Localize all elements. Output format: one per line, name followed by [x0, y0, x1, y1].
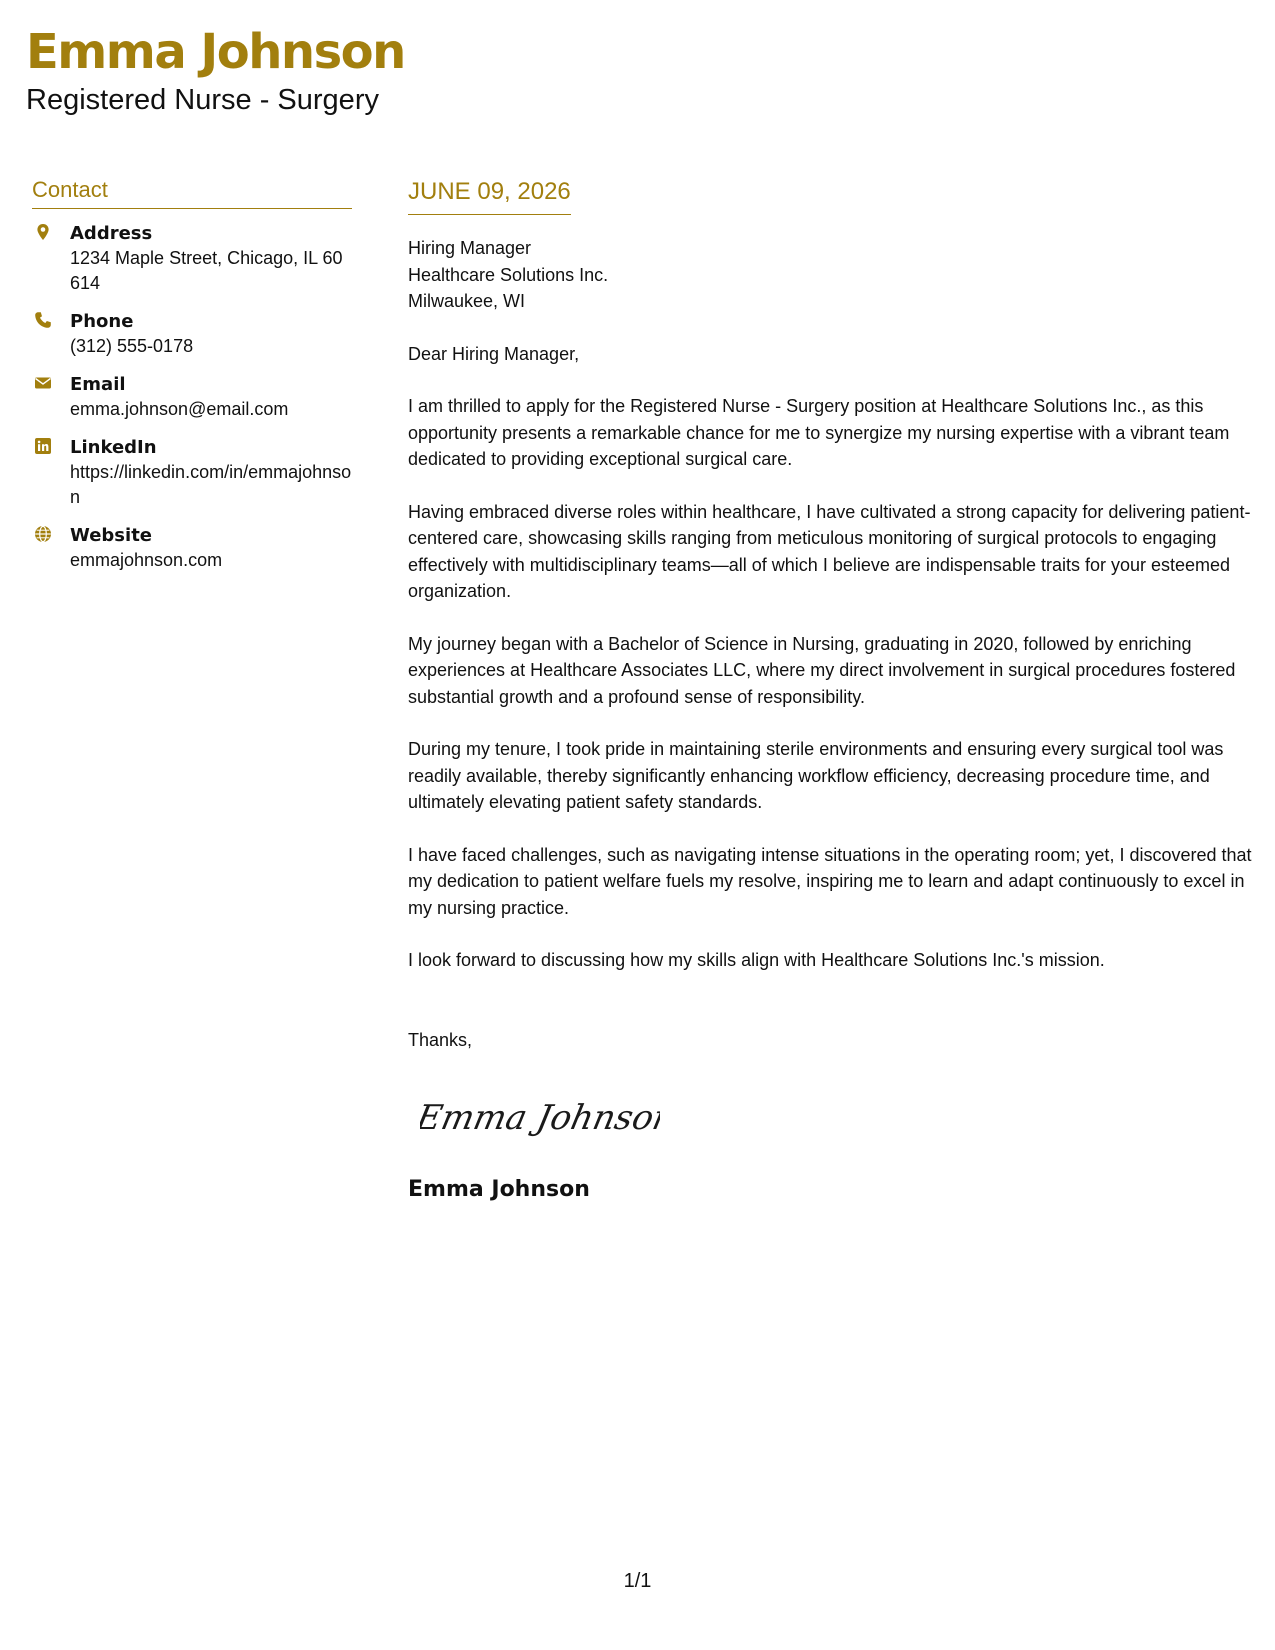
body-paragraph: I have faced challenges, such as navigating intense situations in the operating room; yet, I discovered that my dedication to patient welfare fuels my resolve, inspiring me to learn and adapt continuously to excel in my nursing practice.	[408, 844, 1252, 918]
contact-sidebar	[32, 176, 352, 586]
closing: Thanks,	[408, 1029, 473, 1050]
contact-item-email	[32, 372, 352, 422]
applicant-name: Emma Johnson	[26, 24, 405, 80]
contact-label-email: Email	[70, 374, 126, 395]
recipient-block	[408, 235, 1253, 315]
recipient-line: Milwaukee, WI	[408, 291, 526, 311]
handwritten-signature	[420, 1085, 660, 1145]
envelope-icon	[34, 374, 52, 392]
body-paragraph: My journey began with a Bachelor of Science in Nursing, graduating in 2020, followed by enriching experiences at Healthcare Associates LLC, where my direct involvement in surgical procedures fostered substantial growth and a profound sense of responsibility.	[408, 633, 1236, 707]
letter-date: JUNE 09, 2026	[408, 178, 571, 205]
body-paragraph: During my tenure, I took pride in maintaining sterile environments and ensuring every surgical tool was readily available, thereby significantly enhancing workflow efficiency, decreasing procedure time, and ultimately elevating patient safety standards.	[408, 739, 1224, 812]
body-paragraph: Having embraced diverse roles within healthcare, I have cultivated a strong capacity for delivering patient-centered care, showcasing skills ranging from meticulous monitoring of surgical protocols to engaging effectively with multidisciplinary teams—all of which I believe are indispensable traits for your esteemed organization.	[408, 501, 1251, 601]
contact-item-website	[32, 523, 352, 573]
letter-date-block	[408, 176, 571, 215]
contact-value-website: emmajohnson.com	[70, 550, 223, 570]
contact-item-address	[32, 221, 352, 296]
letter-body	[408, 176, 1253, 1053]
salutation: Dear Hiring Manager,	[408, 343, 580, 364]
contact-heading: Contact	[32, 176, 352, 209]
contact-value-address: 1234 Maple Street, Chicago, IL 60614	[70, 248, 343, 293]
map-pin-icon	[34, 223, 52, 241]
signature-text: Emma Johnson	[420, 1098, 660, 1138]
applicant-role: Registered Nurse - Surgery	[26, 84, 379, 116]
phone-icon	[34, 311, 52, 329]
contact-value-linkedin: https://linkedin.com/in/emmajohnson	[70, 462, 352, 507]
signer-name: Emma Johnson	[408, 1177, 590, 1202]
linkedin-icon	[34, 437, 52, 455]
contact-label-address: Address	[70, 223, 153, 244]
contact-label-phone: Phone	[70, 311, 134, 332]
globe-icon	[34, 525, 52, 543]
recipient-line: Healthcare Solutions Inc.	[408, 264, 609, 285]
contact-label-linkedin: LinkedIn	[70, 437, 157, 458]
contact-value-email: emma.johnson@email.com	[70, 399, 289, 419]
contact-item-phone	[32, 309, 352, 359]
page-number: 1/1	[623, 1570, 652, 1592]
contact-label-website: Website	[70, 525, 153, 546]
contact-value-phone: (312) 555-0178	[70, 336, 194, 356]
contact-item-linkedin	[32, 435, 352, 510]
body-paragraph: I look forward to discussing how my skills align with Healthcare Solutions Inc.'s mission.	[408, 950, 1105, 970]
body-paragraph: I am thrilled to apply for the Registered Nurse - Surgery position at Healthcare Solutions Inc., as this opportunity presents a remarkable chance for me to synergize my nursing expertise with a vibrant team dedicated to providing exceptional surgical care.	[408, 396, 1230, 469]
recipient-line: Hiring Manager	[408, 238, 532, 258]
